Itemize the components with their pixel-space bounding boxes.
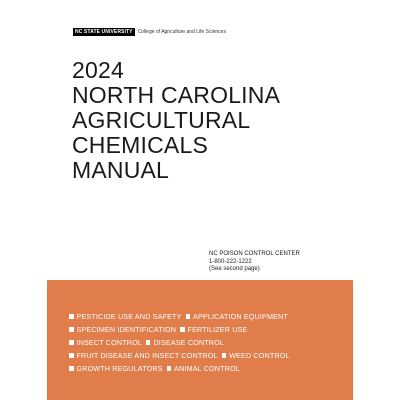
topic-item: SPECIMEN IDENTIFICATION [69,325,176,334]
nc-state-logo: NC STATE UNIVERSITY [75,29,133,35]
topic-item: DISEASE CONTROL [146,338,224,347]
manual-cover [47,24,353,400]
topic-item: FRUIT DISEASE AND INSECT CONTROL [69,351,218,360]
topics-row [69,323,339,336]
publisher-header [73,28,226,36]
topics-row [69,349,339,362]
poison-control-phone: 1-800-222-1222 [209,258,252,265]
title-year: 2024 [72,57,124,83]
poison-control-note: (See second page) [209,266,260,272]
square-bullet-icon [69,353,74,358]
square-bullet-icon [222,353,227,358]
title-line-agricultural: AGRICULTURAL [72,107,251,133]
square-bullet-icon [167,366,172,371]
topics-band [47,280,353,400]
square-bullet-icon [69,366,74,371]
poison-control-info [209,251,300,274]
topic-item: APPLICATION EQUIPMENT [186,312,288,321]
topics-list [69,310,339,375]
topic-item: WEED CONTROL [222,351,290,360]
title-line-chemicals: CHEMICALS [72,132,208,158]
poison-control-name: NC POISON CONTROL CENTER [209,251,300,257]
topics-row [69,310,339,323]
square-bullet-icon [180,327,185,332]
square-bullet-icon [69,314,74,319]
topic-item: GROWTH REGULATORS [69,364,163,373]
topic-item: ANIMAL CONTROL [167,364,240,373]
square-bullet-icon [69,340,74,345]
topics-row [69,362,339,375]
topics-row [69,336,339,349]
square-bullet-icon [146,340,151,345]
college-name: College of Agriculture and Life Sciences [137,29,226,35]
manual-title [72,58,280,183]
title-line-state: NORTH CAROLINA [72,82,281,108]
square-bullet-icon [69,327,74,332]
topic-item: PESTICIDE USE AND SAFETY [69,312,182,321]
topic-item: INSECT CONTROL [69,338,142,347]
title-line-manual: MANUAL [72,157,170,183]
square-bullet-icon [186,314,191,319]
topic-item: FERTILIZER USE [180,325,247,334]
